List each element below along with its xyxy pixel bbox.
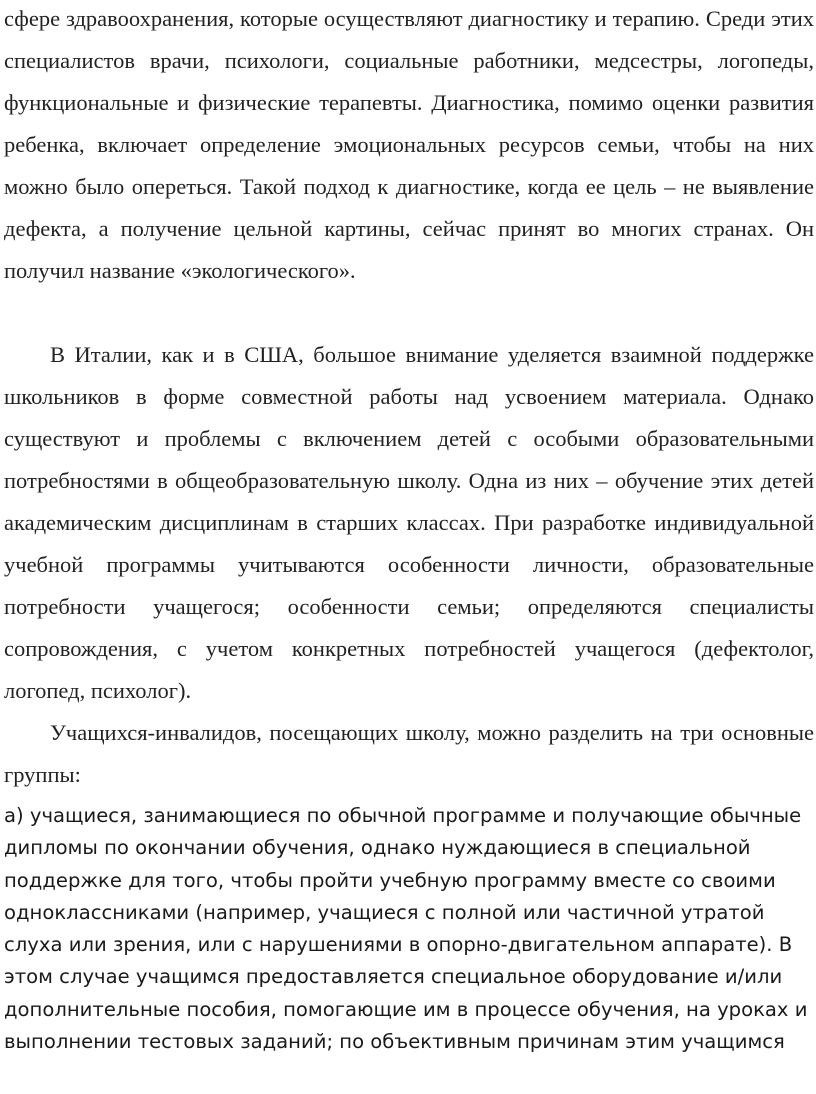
paragraph-groups-intro: Учащихся-инвалидов, посещающих школу, можно разделить на три основные группы:	[4, 720, 814, 787]
list-item-group-a: а) учащиеся, занимающиеся по обычной программе и получающие обычные дипломы по окончании обучения, однако нуждающиеся в специальной поддержке для того, чтобы пройти учебную программу вместе со своими одноклассниками (например, учащиеся с полной или частичной утратой слуха или зрения, или с нарушениями в опорно-двигательном аппарате). В этом случае учащимся предоставляется специальное оборудование и/или дополнительные пособия, помогающие им в процессе обучения, на уроках и выполнении тестовых заданий; по объективным причинам этим учащимся	[4, 804, 808, 1054]
paragraph-continuation: сфере здравоохранения, которые осуществляют диагностику и терапию. Среди этих специалистов врачи, психологи, социальные работники, медсестры, логопеды, функциональные и физические терапевты. Диагностика, помимо оценки развития ребенка, включает определение эмоциональных ресурсов семьи, чтобы на них можно было опереться. Такой подход к диагностике, когда ее цель – не выявление дефекта, а получение цельной картины, сейчас принят во многих странах. Он получил название «экологического».	[4, 6, 814, 283]
paragraph-italy-usa: В Италии, как и в США, большое внимание уделяется взаимной поддержке школьников в форме совместной работы над усвоением материала. Однако существуют и проблемы с включением детей с особыми образовательными потребностями в общеобразовательную школу. Одна из них – обучение этих детей академическим дисциплинам в старших классах. При разработке индивидуальной учебной программы учитываются особенности личности, образовательные потребности учащегося; особенности семьи; определяются специалисты сопровождения, с учетом конкретных потребностей учащегося (дефектолог, логопед, психолог).	[4, 342, 814, 703]
